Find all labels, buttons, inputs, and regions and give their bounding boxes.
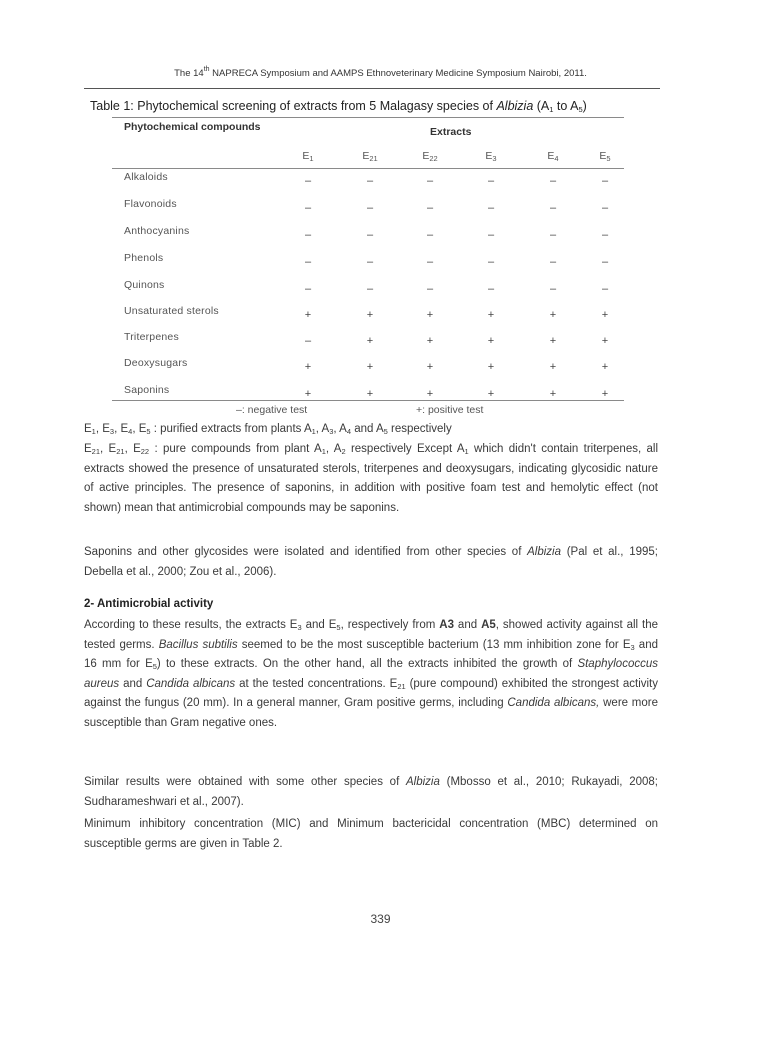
table-cell: – <box>304 229 312 241</box>
table-cell: – <box>549 202 557 214</box>
extract-column-header: $E_{21}$ <box>362 150 378 163</box>
legend-positive: +: positive test <box>416 404 484 416</box>
caption-to: to A <box>553 99 579 113</box>
table-top-rule <box>112 117 624 118</box>
table-cell: – <box>487 283 495 295</box>
table-header-rule <box>112 168 624 169</box>
table-cell: – <box>304 283 312 295</box>
table-cell: + <box>549 388 557 400</box>
note-pure-compounds: $E_{21}$, $E_{21}$, $E_{22}$ : pure compounds from plant $A_1$, $A_2$ respectively Except $A_1$ which didn't contain triterpenes, all extracts showed the presence of unsaturated sterols, triterpenes and deoxysugars, indicating glycosidic nature of active principles. The presence of saponins, in addition with positive foam test and hemolytic effect (not shown) mean that antimicrobial compounds may be saponins. <box>84 443 658 514</box>
table-cell: + <box>601 309 609 321</box>
table-row-label: Triterpenes <box>124 331 179 343</box>
table-cell: – <box>426 202 434 214</box>
legend-negative: –: negative test <box>236 404 308 416</box>
extracts-column-header: Extracts <box>430 126 472 138</box>
note-purified-extracts: $E_1$, $E_3$, $E_4$, $E_5$ : purified extracts from plants $A_1$, $A_3$, $A_4$ and $A_5$ respectively <box>84 423 452 436</box>
table-cell: – <box>487 175 495 187</box>
table-cell: – <box>426 283 434 295</box>
table-row-label: Deoxysugars <box>124 357 188 369</box>
table-row-label: Quinons <box>124 279 165 291</box>
table-cell: + <box>549 309 557 321</box>
table-cell: + <box>601 388 609 400</box>
table-cell: + <box>426 335 434 347</box>
table-cell: + <box>366 309 374 321</box>
table-cell: – <box>366 229 374 241</box>
extract-column-header: $E_{22}$ <box>422 150 438 163</box>
table-cell: – <box>366 202 374 214</box>
table-cell: – <box>487 202 495 214</box>
caption-paren: (A <box>533 99 550 113</box>
table-cell: – <box>426 256 434 268</box>
extract-column-header: $E_3$ <box>485 150 497 163</box>
table-cell: + <box>304 361 312 373</box>
paragraph-mic-mbc: Minimum inhibitory concentration (MIC) and Minimum bactericidal concentration (MBC) determined on susceptible germs are given in Table 2. <box>84 818 658 850</box>
table-row-label: Flavonoids <box>124 198 177 210</box>
table-cell: + <box>549 361 557 373</box>
table-cell: + <box>426 361 434 373</box>
table-row-label: Anthocyanins <box>124 225 190 237</box>
table-cell: – <box>487 256 495 268</box>
paragraph-antimicrobial-results: According to these results, the extracts $E_3$ and $E_5$, respectively from A3 and A5, showed activity against all the tested germs. Bacillus subtilis seemed to be the most susceptible bacterium (13 mm inhibition zone for $E_3$ and 16 mm for $E_5$) to these extracts. On the other hand, all the extracts inhibited the growth of Staphylococcus aureus and Candida albicans at the tested concentrations. $E_{21}$ (pure compound) exhibited the strongest activity against the fungus (20 mm). In a general manner, Gram positive germs, including Candida albicans, were more susceptible than Gram negative ones. <box>84 619 659 729</box>
table-cell: – <box>601 175 609 187</box>
paragraph-saponins: Saponins and other glycosides were isolated and identified from other species of Albizia (Pal et al., 1995; Debella et al., 2000; Zou et al., 2006). <box>84 546 658 578</box>
table-bottom-rule <box>112 400 624 401</box>
table-cell: – <box>601 256 609 268</box>
section-heading-antimicrobial: 2- Antimicrobial activity <box>84 598 214 610</box>
table-cell: – <box>426 229 434 241</box>
caption-sub: 1 <box>549 105 554 114</box>
table-cell: – <box>549 283 557 295</box>
table-row-label: Saponins <box>124 384 170 396</box>
header-rule <box>84 88 660 89</box>
extract-column-header: $E_5$ <box>599 150 611 163</box>
table-cell: + <box>366 388 374 400</box>
header-text-pre: The 14 <box>174 68 204 79</box>
compounds-column-header: Phytochemical compounds <box>124 121 261 133</box>
table-cell: + <box>487 361 495 373</box>
page-number: 339 <box>370 912 391 926</box>
table-cell: – <box>366 283 374 295</box>
table-cell: – <box>304 335 312 347</box>
caption-sub: 5 <box>578 105 583 114</box>
table-row-label: Phenols <box>124 252 164 264</box>
caption-close: ) <box>582 99 587 113</box>
table-cell: + <box>426 388 434 400</box>
table-cell: + <box>487 388 495 400</box>
table-row-label: Unsaturated sterols <box>124 305 219 317</box>
table-cell: – <box>601 202 609 214</box>
table-cell: – <box>304 256 312 268</box>
header-superscript: th <box>203 66 210 73</box>
table-cell: – <box>549 175 557 187</box>
table-cell: – <box>487 229 495 241</box>
table-cell: – <box>426 175 434 187</box>
table-cell: – <box>549 256 557 268</box>
caption-text: Table 1: Phytochemical screening of extracts from 5 Malagasy species of <box>90 99 497 113</box>
caption-genus: Albizia <box>496 99 534 113</box>
table-cell: – <box>601 229 609 241</box>
table-cell: + <box>304 309 312 321</box>
table-row-label: Alkaloids <box>124 171 168 183</box>
running-header <box>0 68 761 79</box>
table-cell: – <box>366 256 374 268</box>
table-cell: – <box>601 283 609 295</box>
table-cell: + <box>304 388 312 400</box>
table-cell: + <box>366 335 374 347</box>
table-cell: + <box>366 361 374 373</box>
table-cell: + <box>549 335 557 347</box>
extract-column-header: $E_1$ <box>302 150 314 163</box>
table-cell: + <box>601 361 609 373</box>
table-cell: – <box>549 229 557 241</box>
extract-column-header: $E_4$ <box>547 150 559 163</box>
header-text-post: NAPRECA Symposium and AAMPS Ethnoveterinary Medicine Symposium Nairobi, 2011. <box>209 68 587 79</box>
table-cell: + <box>487 335 495 347</box>
table-cell: + <box>426 309 434 321</box>
table-cell: + <box>487 309 495 321</box>
table-cell: – <box>366 175 374 187</box>
paragraph-similar-results: Similar results were obtained with some other species of Albizia (Mbosso et al., 2010; Rukayadi, 2008; Sudharameshwari et al., 2007). <box>84 776 658 808</box>
table-cell: + <box>601 335 609 347</box>
table-cell: – <box>304 202 312 214</box>
table-cell: – <box>304 175 312 187</box>
table-caption <box>90 99 587 113</box>
